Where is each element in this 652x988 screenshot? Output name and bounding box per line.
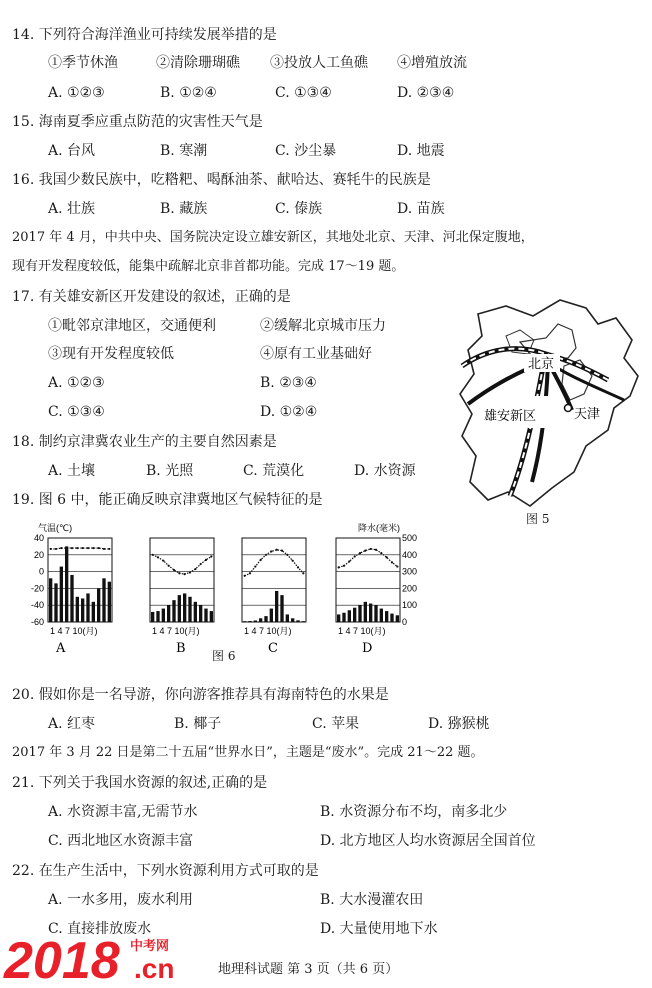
q18-option-c: C. 荒漠化 xyxy=(243,463,305,479)
q15-option-b: B. 寒潮 xyxy=(160,143,208,159)
q16-option-b: B. 藏族 xyxy=(160,201,208,217)
climate-panel-d xyxy=(336,538,400,656)
q17-item-2: ②缓解北京城市压力 xyxy=(260,318,386,334)
temperature-point xyxy=(76,547,78,549)
precip-bar xyxy=(204,609,207,622)
question-16: 16. 我国少数民族中，吃糌粑、喝酥油茶、献哈达、赛牦牛的民族是 xyxy=(12,172,431,188)
temperature-point xyxy=(265,554,267,556)
q18-option-a: A. 土壤 xyxy=(48,463,96,479)
temperature-point xyxy=(205,559,207,561)
q18-option-b: B. 光照 xyxy=(146,463,194,479)
temperature-point xyxy=(391,561,393,563)
precip-bar xyxy=(54,583,57,622)
temp-tick-label: -40 xyxy=(30,600,44,611)
temperature-point xyxy=(364,550,366,552)
map-label-tianjin: 天津 xyxy=(574,407,601,422)
precip-bar xyxy=(183,593,186,622)
precip-bar xyxy=(280,595,283,622)
precip-bar xyxy=(156,611,159,622)
q16-option-a: A. 壮族 xyxy=(48,201,96,217)
precip-bar xyxy=(396,615,399,622)
panel-frame xyxy=(242,538,306,622)
map-label-beijing: 北京 xyxy=(528,357,555,372)
precip-bar xyxy=(337,614,340,622)
temperature-point xyxy=(60,547,62,549)
temperature-point xyxy=(184,573,186,575)
q14-item-3: ③投放人工鱼礁 xyxy=(270,55,368,71)
precip-bar xyxy=(210,611,213,622)
map-jingjinji xyxy=(448,296,648,512)
temperature-point xyxy=(98,547,100,549)
precip-tick-label: 0 xyxy=(402,617,408,627)
q22-option-d: D. 大量使用地下水 xyxy=(320,921,438,937)
climate-panel-c xyxy=(242,538,306,656)
question-20: 20. 假如你是一名导游，你向游客推荐具有海南特色的水果是 xyxy=(12,687,389,703)
q14-option-b: B. ①②④ xyxy=(160,85,217,101)
precip-bar xyxy=(151,612,154,622)
precip-bar xyxy=(86,593,89,622)
q20-option-a: A. 红枣 xyxy=(48,716,96,732)
temperature-point xyxy=(354,555,356,557)
q20-option-d: D. 猕猴桃 xyxy=(428,716,490,732)
logo-domain: .cn xyxy=(134,953,175,984)
temperature-point xyxy=(173,569,175,571)
temp-tick-label: 40 xyxy=(33,533,44,543)
precip-tick-label: 400 xyxy=(402,549,418,560)
precip-tick-label: 100 xyxy=(402,600,418,611)
climate-panel-b xyxy=(150,538,214,656)
q17-item-3: ③现有开发程度较低 xyxy=(48,346,174,362)
q17-option-b: B. ②③④ xyxy=(260,375,317,391)
q21-option-b: B. 水资源分布不均，南多北少 xyxy=(320,804,508,820)
q20-option-c: C. 苹果 xyxy=(312,716,360,732)
q17-item-4: ④原有工业基础好 xyxy=(260,346,372,362)
temperature-point xyxy=(200,563,202,565)
passage-xiongan-line1: 2017 年 4 月，中共中央、国务院决定设立雄安新区，其地处北京、天津、河北保定腹地， xyxy=(12,230,534,245)
temp-tick-label: -60 xyxy=(30,617,44,627)
precip-bar xyxy=(172,600,175,622)
temperature-point xyxy=(297,566,299,568)
temperature-point xyxy=(178,572,180,574)
precip-bar xyxy=(49,578,52,622)
temperature-point xyxy=(71,547,73,549)
temp-tick-label: 20 xyxy=(33,549,44,560)
temperature-point xyxy=(359,552,361,554)
q14-option-d: D. ②③④ xyxy=(397,85,455,101)
temperature-point xyxy=(270,550,272,552)
q21-option-c: C. 西北地区水资源丰富 xyxy=(48,833,194,849)
question-19: 19. 图 6 中，能正确反映京津冀地区气候特征的是 xyxy=(12,492,323,508)
q17-item-1: ①毗邻京津地区，交通便利 xyxy=(48,318,216,334)
precip-bar xyxy=(60,567,63,622)
precip-bar xyxy=(248,621,251,622)
precip-bar xyxy=(302,621,305,622)
precip-bar xyxy=(102,578,105,622)
q18-option-d: D. 水资源 xyxy=(354,463,416,479)
precip-bar xyxy=(97,588,100,622)
temperature-point xyxy=(254,565,256,567)
climate-panel-a xyxy=(48,538,112,656)
question-18: 18. 制约京津冀农业生产的主要自然因素是 xyxy=(12,434,277,450)
precip-bar xyxy=(92,602,95,622)
temperature-point xyxy=(55,548,57,550)
temperature-point xyxy=(249,572,251,574)
q14-option-a: A. ①②③ xyxy=(48,85,105,101)
figure-6-caption: 图 6 xyxy=(212,649,236,663)
precip-bar xyxy=(81,598,84,622)
precip-bar xyxy=(369,604,372,622)
month-tick-labels: 1 4 7 10(月) xyxy=(152,626,200,636)
q16-option-d: D. 苗族 xyxy=(397,201,445,217)
temperature-point xyxy=(348,560,350,562)
temperature-point xyxy=(92,547,94,549)
temperature-point xyxy=(380,552,382,554)
passage-xiongan-line2: 现有开发程度较低，能集中疏解北京非首都功能。完成 17～19 题。 xyxy=(12,259,405,274)
temperature-point xyxy=(260,559,262,561)
temperature-point xyxy=(152,554,154,556)
precip-bar xyxy=(167,605,170,622)
temp-axis-label: 气温(℃) xyxy=(38,523,73,533)
temperature-point xyxy=(370,548,372,550)
logo-small-text: 中考网 xyxy=(130,939,170,954)
temperature-point xyxy=(343,565,345,567)
month-tick-labels: 1 4 7 10(月) xyxy=(244,626,292,636)
figure-5-caption: 图 5 xyxy=(526,512,550,526)
precip-bar xyxy=(374,605,377,622)
q15-option-c: C. 沙尘暴 xyxy=(275,143,337,159)
precip-bar xyxy=(348,610,351,622)
passage-water-day: 2017 年 3 月 22 日是第二十五届“世界水日”，主题是“废水”。完成 21～22 题。 xyxy=(12,745,484,760)
precip-tick-label: 500 xyxy=(402,533,418,543)
q14-item-4: ④增殖放流 xyxy=(397,55,467,71)
temperature-point xyxy=(50,548,52,550)
precip-bar xyxy=(254,620,257,622)
precip-bar xyxy=(270,609,273,622)
logo-year: 2018 xyxy=(4,932,120,984)
q14-item-2: ②清除珊瑚礁 xyxy=(156,55,240,71)
temperature-point xyxy=(103,548,105,550)
month-tick-labels: 1 4 7 10(月) xyxy=(338,626,386,636)
precip-bar xyxy=(390,614,393,622)
temperature-point xyxy=(396,565,398,567)
precip-bar xyxy=(275,591,278,622)
temperature-point xyxy=(276,549,278,551)
question-17: 17. 有关雄安新区开发建设的叙述，正确的是 xyxy=(12,289,291,305)
precip-bar xyxy=(108,582,111,622)
panel-letter: C xyxy=(268,641,278,656)
climate-charts xyxy=(8,518,438,668)
temp-tick-label: 0 xyxy=(38,566,44,577)
q14-option-c: C. ①③④ xyxy=(275,85,332,101)
temperature-point xyxy=(386,556,388,558)
temperature-point xyxy=(338,566,340,568)
temperature-point xyxy=(108,548,110,550)
precip-bar xyxy=(178,595,181,622)
temperature-point xyxy=(66,547,68,549)
panel-letter: D xyxy=(362,641,373,656)
precip-bar xyxy=(296,620,299,622)
q17-option-c: C. ①③④ xyxy=(48,404,105,420)
question-15: 15. 海南夏季应重点防范的灾害性天气是 xyxy=(12,114,263,130)
precip-bar xyxy=(353,608,356,622)
precip-axis-label: 降水(毫米) xyxy=(358,523,400,533)
q17-option-a: A. ①②③ xyxy=(48,375,105,391)
temperature-point xyxy=(286,554,288,556)
temperature-point xyxy=(244,575,246,577)
q22-option-a: A. 一水多用，废水利用 xyxy=(48,892,194,908)
temperature-point xyxy=(302,572,304,574)
precip-tick-label: 300 xyxy=(402,566,418,577)
precip-bar xyxy=(76,597,79,622)
precip-bar xyxy=(199,605,202,622)
precip-bar xyxy=(385,611,388,622)
precip-tick-label: 200 xyxy=(402,583,418,594)
precip-bar xyxy=(342,613,345,622)
map-label-xiongan: 雄安新区 xyxy=(484,409,537,424)
precip-bar xyxy=(188,597,191,622)
precip-bar xyxy=(380,609,383,622)
tianjin-marker xyxy=(565,405,572,412)
temperature-point xyxy=(87,547,89,549)
precip-bar xyxy=(162,609,165,622)
temperature-point xyxy=(292,560,294,562)
precip-bar xyxy=(364,602,367,622)
page-footer: 地理科试题 第 3 页（共 6 页） xyxy=(218,962,399,977)
precip-bar xyxy=(194,602,197,622)
q20-option-b: B. 椰子 xyxy=(174,716,222,732)
q15-option-d: D. 地震 xyxy=(397,143,445,159)
temperature-point xyxy=(281,550,283,552)
temperature-point xyxy=(157,556,159,558)
q21-option-a: A. 水资源丰富,无需节水 xyxy=(48,804,198,820)
temp-tick-label: -20 xyxy=(30,583,44,594)
precip-bar xyxy=(259,618,262,622)
question-21: 21. 下列关于我国水资源的叙述,正确的是 xyxy=(12,775,268,791)
precip-bar xyxy=(65,546,68,622)
temperature-point xyxy=(189,571,191,573)
site-logo xyxy=(2,928,212,984)
precip-bar xyxy=(286,614,289,622)
temperature-point xyxy=(194,568,196,570)
q15-option-a: A. 台风 xyxy=(48,143,96,159)
precip-bar xyxy=(291,618,294,622)
question-14: 14. 下列符合海洋渔业可持续发展举措的是 xyxy=(12,27,277,43)
temperature-point xyxy=(210,555,212,557)
temperature-point xyxy=(168,565,170,567)
panel-letter: B xyxy=(176,641,186,656)
precip-bar xyxy=(243,621,246,622)
q22-option-c: C. 直接排放废水 xyxy=(48,921,152,937)
q22-option-b: B. 大水漫灌农田 xyxy=(320,892,424,908)
temperature-point xyxy=(162,560,164,562)
question-22: 22. 在生产生活中，下列水资源利用方式可取的是 xyxy=(12,863,319,879)
temperature-point xyxy=(375,549,377,551)
q16-option-c: C. 傣族 xyxy=(275,201,323,217)
panel-frame xyxy=(336,538,400,622)
month-tick-labels: 1 4 7 10(月) xyxy=(50,626,98,636)
temperature-point xyxy=(82,547,84,549)
q21-option-d: D. 北方地区人均水资源居全国首位 xyxy=(320,833,536,849)
precip-bar xyxy=(358,605,361,622)
q17-option-d: D. ①②④ xyxy=(260,404,318,420)
panel-letter: A xyxy=(56,641,66,656)
precip-bar xyxy=(264,616,267,622)
precip-bar xyxy=(70,575,73,622)
q14-item-1: ①季节休渔 xyxy=(48,55,118,71)
